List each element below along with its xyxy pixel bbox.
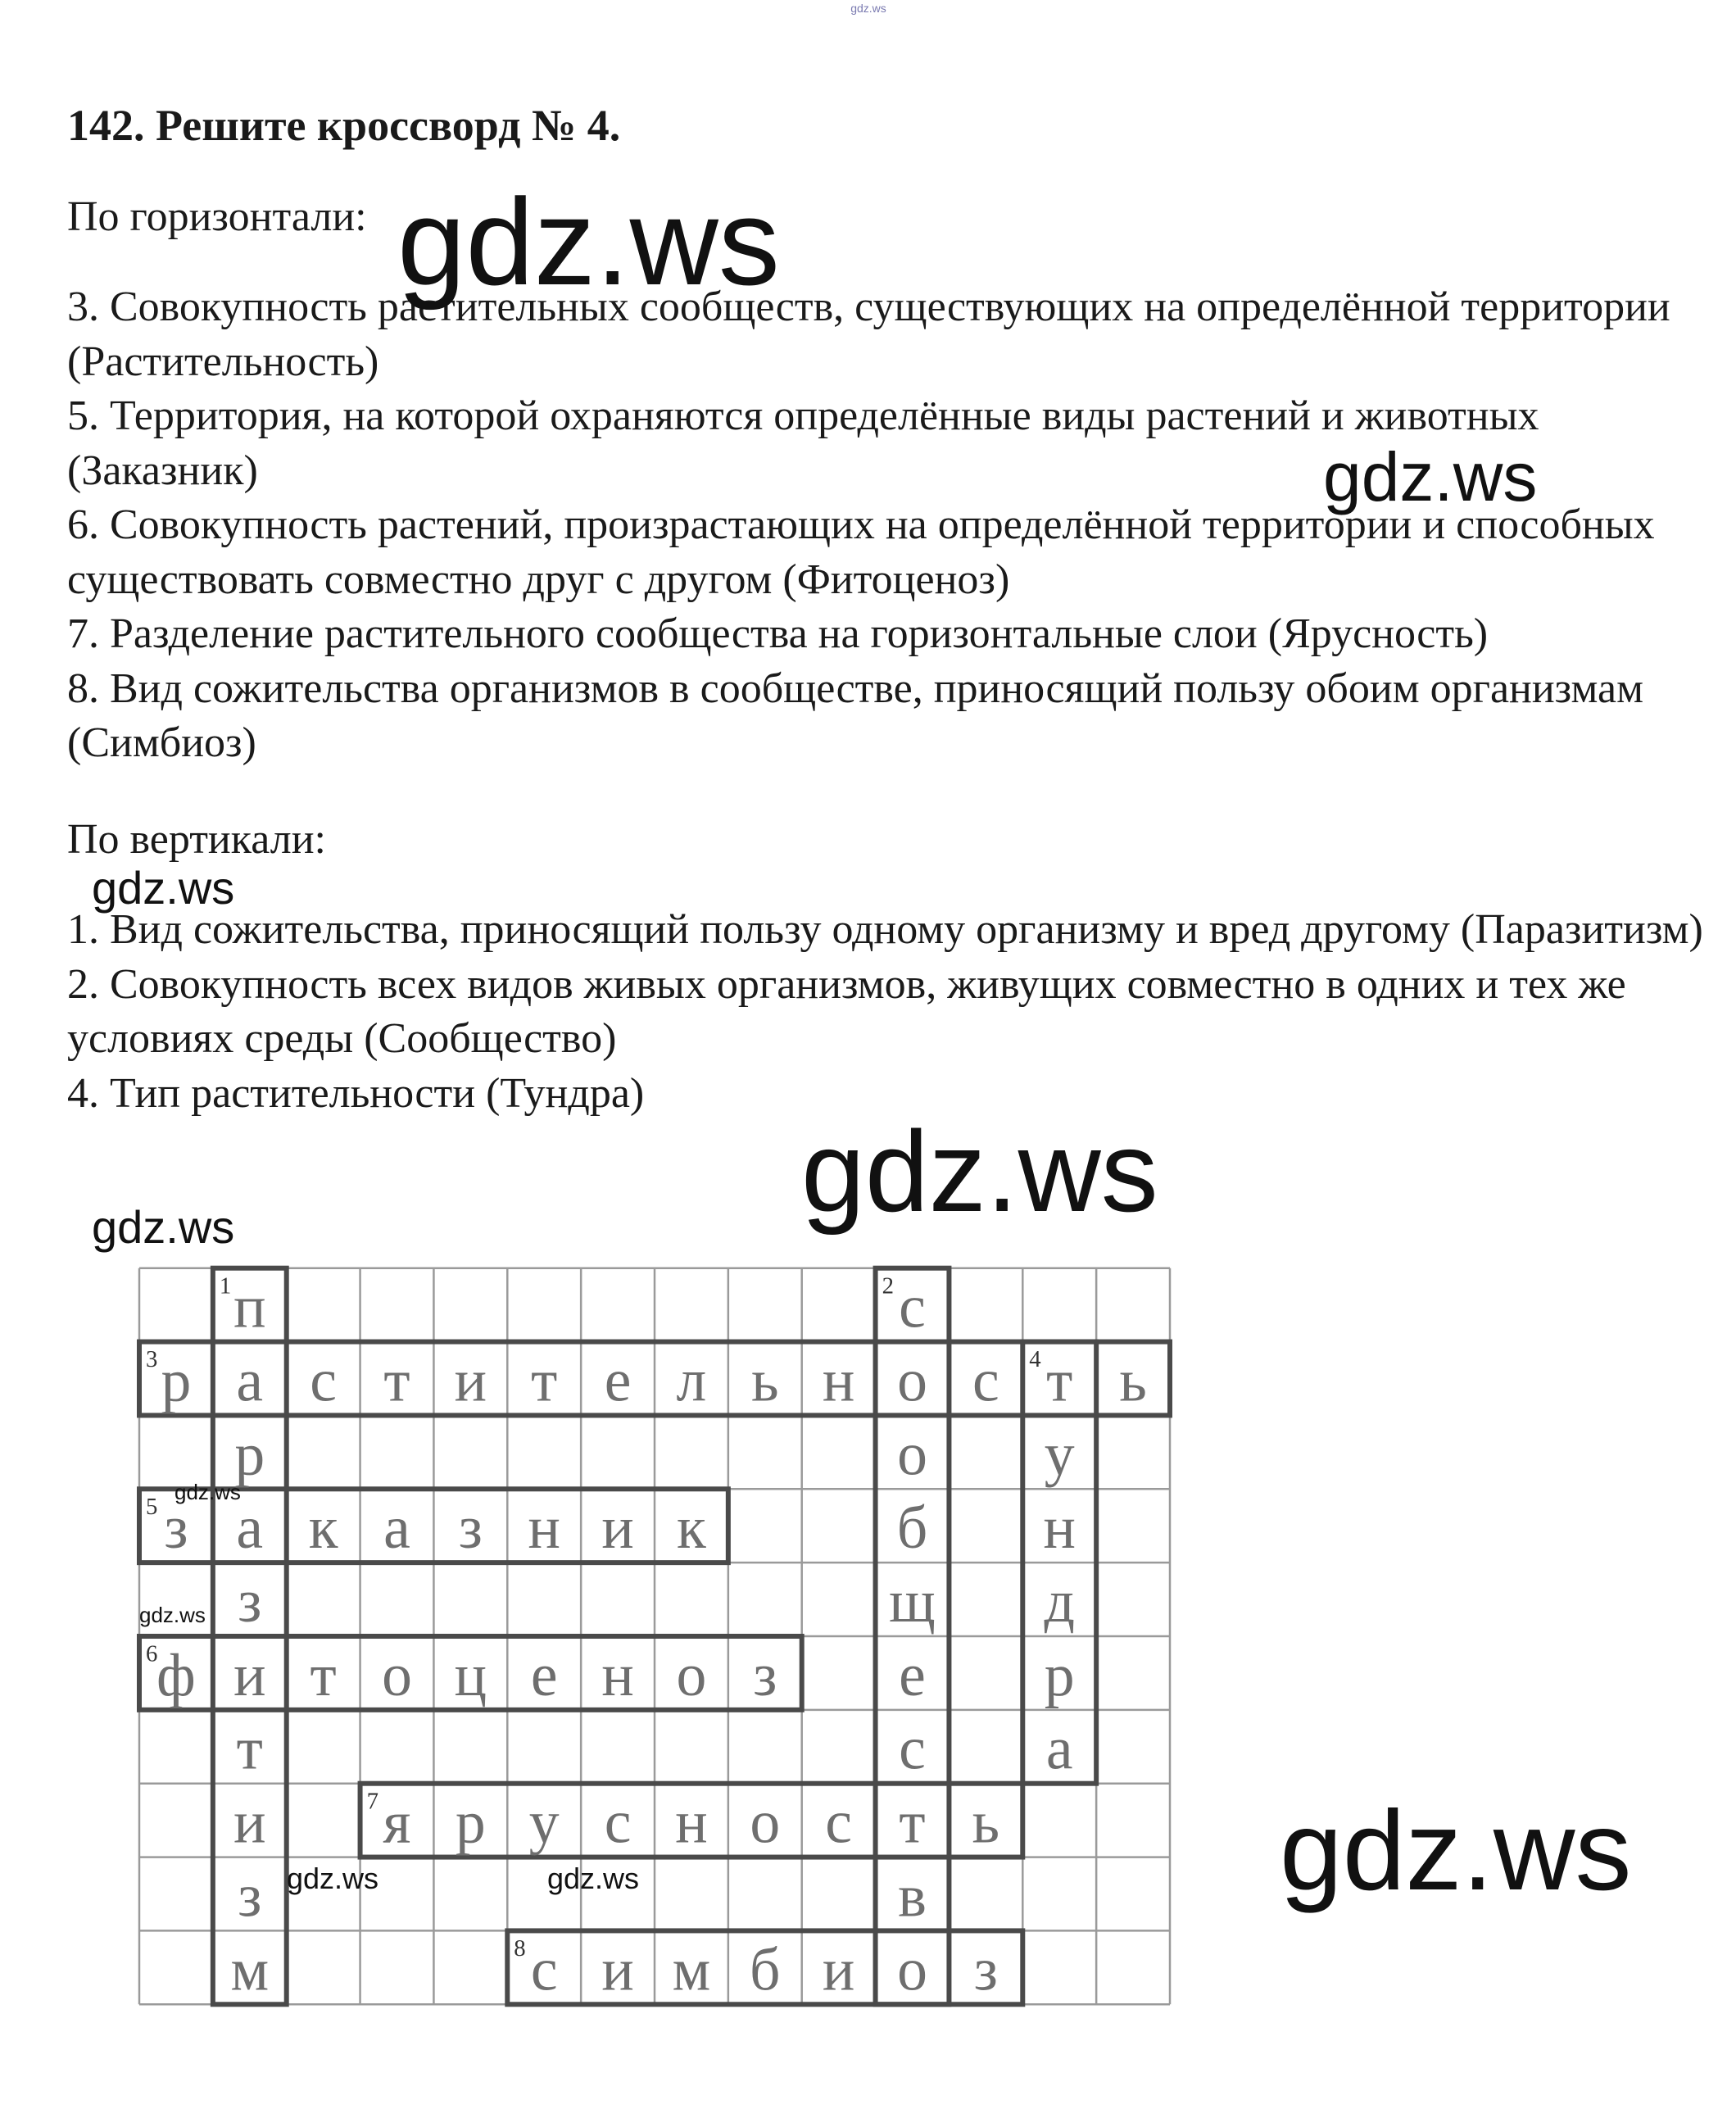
crossword-letter: а [383, 1494, 410, 1562]
crossword-letter: о [750, 1788, 781, 1856]
clue-number: 1 [219, 1272, 232, 1299]
crossword-letter: р [1044, 1640, 1075, 1708]
crossword-letter: т [310, 1640, 337, 1708]
crossword-letter: м [672, 1935, 711, 2003]
crossword-letter: т [236, 1714, 263, 1782]
across-clue: 8. Вид сожительства организмов в сообществе, приносящий пользу обоим организмам (Симбиоз) [67, 664, 1644, 766]
crossword-letter: а [236, 1346, 264, 1414]
crossword-letter: е [604, 1346, 632, 1414]
crossword-letter: у [1044, 1420, 1075, 1488]
crossword-letter: а [1045, 1714, 1073, 1782]
watermark: gdz.ws [547, 1862, 640, 1895]
down-clue: 2. Совокупность всех видов живых организмов, живущих совместно в одних и тех же условиях среды (Сообщество) [67, 960, 1626, 1062]
down-clue-list [67, 903, 1714, 1121]
crossword-letter: и [601, 1494, 634, 1562]
crossword-letter: т [899, 1788, 926, 1856]
header-watermark: gdz.ws [850, 2, 886, 15]
crossword-letter: д [1044, 1567, 1075, 1635]
crossword-letter: н [675, 1788, 708, 1856]
across-clue: 3. Совокупность растительных сообществ, существующих на определённой территории (Растительность) [67, 283, 1670, 385]
crossword-letter: н [528, 1494, 560, 1562]
crossword-letter: з [753, 1640, 777, 1708]
crossword-letter: с [530, 1935, 558, 2003]
crossword-letter: з [238, 1862, 262, 1930]
watermark: gdz.ws [139, 1603, 206, 1627]
crossword-letter: а [236, 1494, 264, 1562]
clue-number: 5 [146, 1493, 158, 1520]
crossword-grid [131, 1255, 1178, 2017]
crossword-letter: т [383, 1346, 410, 1414]
down-clue: 1. Вид сожительства, приносящий пользу одному организму и вред другому (Паразитизм) [67, 906, 1703, 953]
crossword-letter: з [238, 1567, 262, 1635]
watermark: gdz.ws [92, 1201, 235, 1253]
crossword-letter: т [531, 1346, 558, 1414]
crossword-letter: н [601, 1640, 634, 1708]
crossword-letter: о [897, 1420, 927, 1488]
across-clue-list [67, 280, 1714, 771]
crossword-letter: и [233, 1788, 266, 1856]
crossword-letter: щ [889, 1567, 936, 1635]
crossword-letter: е [899, 1640, 926, 1708]
crossword-letter: в [898, 1862, 927, 1930]
crossword-letter: б [896, 1494, 928, 1562]
clue-number: 7 [366, 1788, 378, 1815]
crossword-letter: т [1046, 1346, 1073, 1414]
crossword-letter: н [822, 1346, 855, 1414]
crossword-letter: к [677, 1494, 706, 1562]
crossword-letter: о [676, 1640, 707, 1708]
clue-number: 2 [882, 1272, 894, 1299]
crossword-letter: и [822, 1935, 855, 2003]
clue-number: 4 [1029, 1346, 1041, 1373]
down-heading: По вертикали: [67, 816, 326, 863]
crossword-letter: з [973, 1935, 998, 2003]
watermark: gdz.ws [175, 1480, 241, 1504]
crossword-letter: с [825, 1788, 852, 1856]
crossword-letter: р [455, 1788, 486, 1856]
watermark: gdz.ws [801, 1107, 1158, 1236]
exercise-title: 142. Решите кроссворд № 4. [67, 101, 621, 150]
across-heading: По горизонтали: [67, 193, 367, 240]
crossword-svg [131, 1255, 1178, 2017]
crossword-letter: и [454, 1346, 487, 1414]
crossword-letter: с [972, 1346, 999, 1414]
crossword-letter: о [897, 1935, 927, 2003]
crossword-letter: е [530, 1640, 558, 1708]
clue-number: 8 [514, 1934, 526, 1962]
crossword-letter: ь [1119, 1346, 1147, 1414]
crossword-letter: ь [972, 1788, 1000, 1856]
crossword-letter: о [897, 1346, 927, 1414]
across-clue: 6. Совокупность растений, произрастающих на определённой территории и способных существовать совместно друг с другом (Фитоценоз) [67, 501, 1655, 603]
crossword-letter: с [899, 1272, 926, 1340]
watermark: gdz.ws [1323, 438, 1538, 515]
crossword-letter: о [382, 1640, 412, 1708]
crossword-letter: р [161, 1346, 192, 1414]
crossword-letter: р [234, 1420, 265, 1488]
crossword-letter: з [164, 1494, 188, 1562]
across-clue: 7. Разделение растительного сообщества на горизонтальные слои (Ярусность) [67, 610, 1489, 657]
down-clue: 4. Тип растительности (Тундра) [67, 1069, 645, 1117]
crossword-letter: и [233, 1640, 266, 1708]
crossword-letter: н [1043, 1494, 1076, 1562]
across-clue: 5. Территория, на которой охраняются определённые виды растений и животных (Заказник) [67, 392, 1539, 494]
watermark: gdz.ws [287, 1862, 379, 1895]
crossword-letter: и [601, 1935, 634, 2003]
crossword-letter: з [458, 1494, 483, 1562]
crossword-letter: с [310, 1346, 337, 1414]
watermark: gdz.ws [397, 173, 780, 311]
crossword-letter: с [899, 1714, 926, 1782]
crossword-letter: с [604, 1788, 632, 1856]
crossword-letter: я [383, 1788, 411, 1856]
crossword-letter: п [233, 1272, 266, 1340]
crossword-letter: к [308, 1494, 338, 1562]
crossword-letter: ф [156, 1640, 196, 1708]
clue-number: 6 [146, 1640, 158, 1667]
crossword-letter: л [676, 1346, 707, 1414]
crossword-letter: м [230, 1935, 270, 2003]
crossword-letter: ь [750, 1346, 779, 1414]
watermark: gdz.ws [92, 862, 235, 914]
clue-number: 3 [146, 1346, 158, 1373]
crossword-letter: ц [454, 1640, 487, 1708]
crossword-letter: б [750, 1935, 781, 2003]
crossword-letter: у [528, 1788, 560, 1856]
watermark: gdz.ws [1280, 1788, 1632, 1914]
